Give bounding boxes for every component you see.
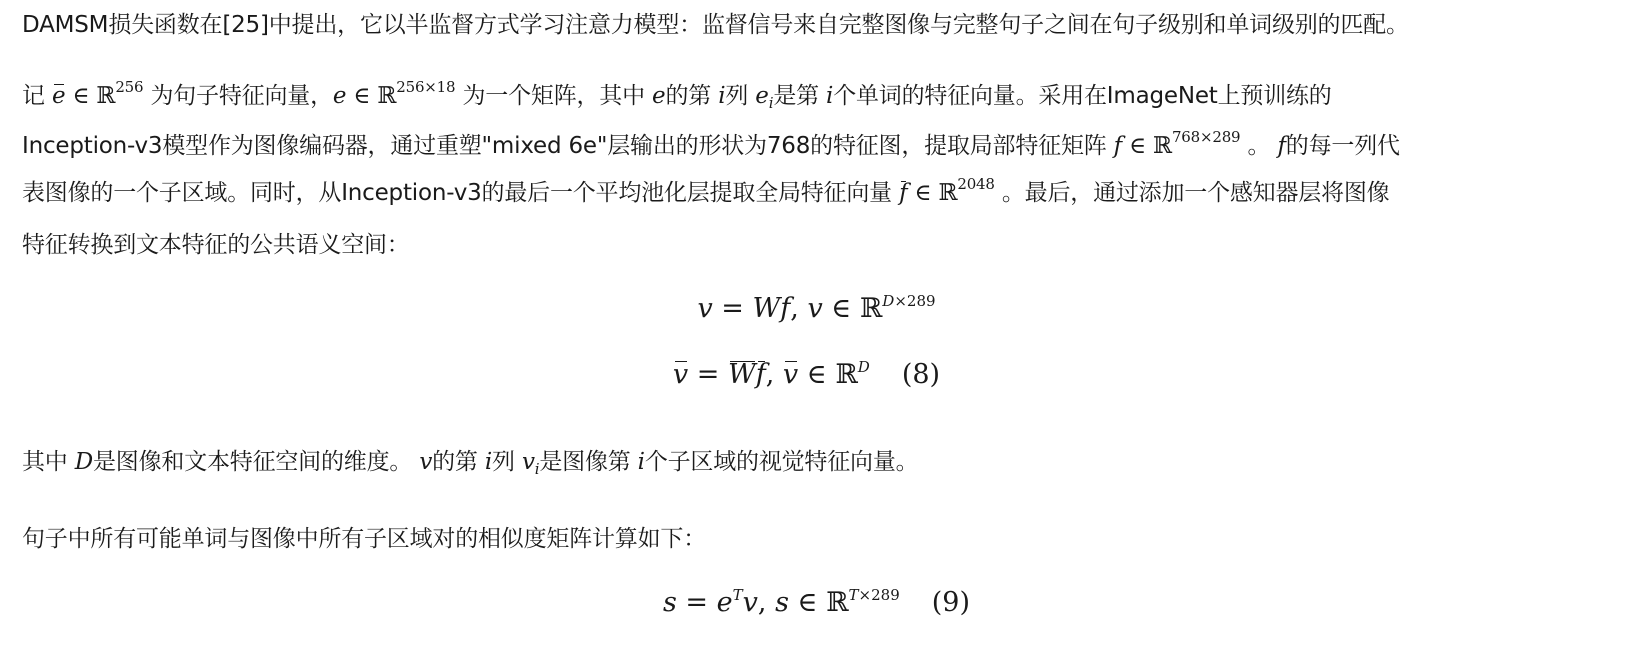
paragraph-dimension-definition: 其中 D是图像和文本特征空间的维度。 v的第 i列 $v_i$是图像第 i个子区域的视觉特征向量。 xyxy=(22,449,919,478)
math-f-bar: f xyxy=(899,180,908,206)
paragraph-damsm-intro: DAMSM损失函数在[25]中提出，它以半监督方式学习注意力模型：监督信号来自完整图像与完整句子之间在句子级别和单词级别的匹配。 xyxy=(22,12,1409,38)
paragraph-similarity-matrix: 句子中所有可能单词与图像中所有子区域对的相似度矩阵计算如下： xyxy=(22,526,707,552)
paragraph-sentence-feature-line-3: 表图像的一个子区域。同时，从Inception-v3的最后一个平均池化层提取全局特征向量 f ∈ ℝ$^{2048}$ 。最后，通过添加一个感知器层将图像 xyxy=(22,175,1390,206)
paragraph-sentence-feature-line-4: 特征转换到文本特征的公共语义空间： xyxy=(22,232,410,258)
equation-number-9: (9) xyxy=(931,587,970,618)
equation-9: $s = e^Tv$, s ∈ ℝ$^{T\times 289}$ (9) xyxy=(662,586,970,618)
equation-8-line-1: v = Wf, v ∈ ℝ$^{D\times 289}$ xyxy=(697,292,936,324)
math-e-bar: e xyxy=(51,83,66,109)
paragraph-sentence-feature-line-2: Inception-v3模型作为图像编码器，通过重塑"mixed 6e"层输出的形状为768的特征图，提取局部特征矩阵 f ∈ ℝ$^{768\times 289}$ 。 f的每一列代 xyxy=(22,128,1400,159)
equation-8-line-2: v = Wf, v ∈ ℝ$^D$ (8) xyxy=(672,358,941,390)
paragraph-sentence-feature-line-1: 记 e ∈ ℝ$^{256}$ 为句子特征向量，e ∈ ℝ$^{256\times 18}$ 为一个矩阵，其中 e的第 i列 $e_i$是第 i个单词的特征向量。采用在ImageNet上预训练的 xyxy=(22,78,1332,112)
equation-number-8: (8) xyxy=(901,359,941,390)
